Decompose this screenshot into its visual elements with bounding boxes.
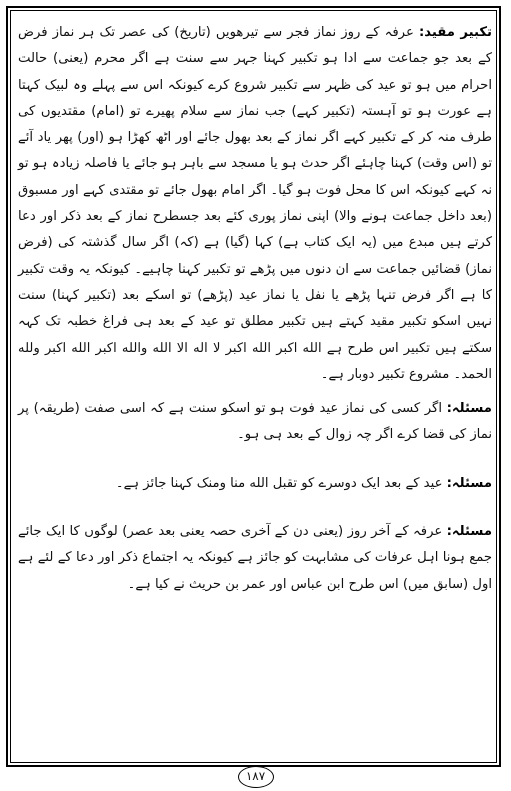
takbir-muqayyad-paragraph <box>18 20 492 388</box>
section-heading: تکبیر مقید: <box>418 25 492 40</box>
masala-text: اگر کسی کی نماز عید فوت ہو تو اسکو سنت ہے کہ اسی صفت (طریقہ) پر نماز کی قضا کرے اگر چہ زوال کے بعد ہی ہو۔ <box>18 401 492 443</box>
section-body: عرفہ کے روز نماز فجر سے تیرھویں (تاریخ) کی عصر تک ہر نماز فرض کے بعد جو جماعت سے ادا ہو تکبیر کہنا جہر سے سنت ہے اگر محرم (یعنی) حالت احرام میں ہو تو عید کی ظہر سے تکبیر شروع کرے کیونکہ اس سے پہلے وہ لبیک کہتا ہے عورت ہو تو آہستہ (تکبیر کہے) جب نماز سے سلام پھیرے تو (امام) مقتدیوں کی طرف منہ کر کے تکبیر کہے اگر نماز کے بعد بھول جائے اور اٹھ کھڑا ہو (اور) پھر یاد آئے تو (اس وقت) کہنا چاہئے اگر حدث ہو یا مسجد سے باہر ہو جائے یا فاصلہ زیادہ ہو تو نہ کہے کیونکہ اس کا محل فوت ہو گیا۔ اگر امام بھول جائے تو مقتدی کہے اور مسبوق (بعد داخل جماعت ہونے والا) اپنی نماز پوری کئے بعد جسطرح نماز کے بعد ذکر اور دعا کرتے ہیں مبدع میں (یہ ایک کتاب ہے) کہا (گیا) ہے (کہ) اگر سال گذشتہ کی (فرض نماز) قضائیں جماعت سے ان دنوں میں پڑھے تو تکبیر کہنا چاہیے۔ کیونکہ یہ وقت تکبیر کا ہے اگر فرض تنہا پڑھے یا نفل یا نماز عید (پڑھے) تو اسکے بعد (تکبیر کہنا) سنت نہیں اسکو تکبیر مقید کہتے ہیں تکبیر مطلق تو عید کے بعد ہی فراغ خطبہ تک کہہ سکتے ہیں تکبیر اس طرح ہے <box>18 25 492 356</box>
takbir-tail: مشروع تکبیر دوبار ہے۔ <box>320 366 450 382</box>
page-footer <box>0 766 511 788</box>
masala-2 <box>18 471 492 497</box>
masala-text: عرفہ کے آخر روز (یعنی دن کے آخری حصہ یعنی بعد عصر) لوگوں کا ایک جائے جمع ہونا اہل عرفات کی مشابہت کو جائز ہے کیونکہ یہ اجتماع ذکر اور دعا کے لئے ہے اول (سابق میں) اس طرح ابن عباس اور عمر بن حریث نے کیا ہے۔ <box>18 524 492 592</box>
takbir-text: الله اکبر الله اکبر لا اله الا الله والله اکبر الله اکبر ولله الحمد۔ <box>18 340 492 382</box>
masala-3 <box>18 519 492 598</box>
page-content <box>18 20 492 598</box>
masala-1 <box>18 396 492 449</box>
masala-label: مسئلہ: <box>446 475 492 491</box>
page-number: ۱۸۷ <box>238 766 274 788</box>
masala-text: عید کے بعد ایک دوسرے کو تقبل الله منا ومنک کہنا جائز ہے۔ <box>115 475 443 491</box>
masala-label: مسئلہ: <box>446 524 492 540</box>
masala-label: مسئلہ: <box>446 401 492 417</box>
